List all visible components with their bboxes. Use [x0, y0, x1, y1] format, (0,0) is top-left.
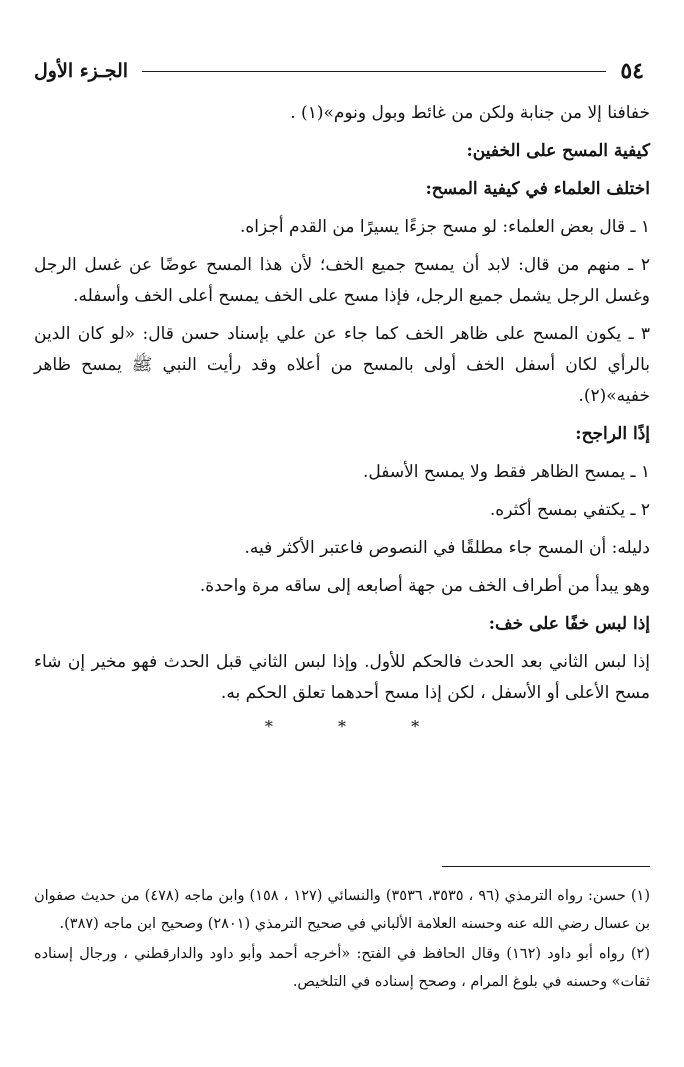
running-header — [34, 56, 644, 86]
evidence-paragraph: دليله: أن المسح جاء مطلقًا في النصوص فاعتبر الأكثر فيه. — [244, 538, 650, 558]
subheading-scholars-differ: اختلف العلماء في كيفية المسح: — [425, 179, 650, 199]
subheading-double-khuff: إذا لبس خفًا على خف: — [488, 614, 650, 634]
opinion-one: ١ ـ قال بعض العلماء: لو مسح جزءًا يسيرًا من القدم أجزاه. — [239, 217, 650, 237]
paragraph-continuation: خفافنا إلا من جنابة ولكن من غائط وبول ونوم»(١) . — [290, 103, 650, 123]
section-heading-wiping-method: كيفية المسح على الخفين: — [466, 141, 650, 161]
preferred-point-one: ١ ـ يمسح الظاهر فقط ولا يمسح الأسفل. — [362, 462, 650, 482]
footnote-1: (١) حسن: رواه الترمذي (٩٦ ، ٣٥٣٥، ٣٥٣٦) والنسائي (١٢٧ ، ١٥٨) وابن ماجه (٤٧٨) من حديث صفوان بن عسال رضي الله عنه وحسنه العلامة الألباني في صحيح الترمذي (٢٨٠١) وصحيح ابن ماجه (٣٨٧). — [34, 888, 650, 932]
method-paragraph: وهو يبدأ من أطراف الخف من جهة أصابعه إلى ساقه مرة واحدة. — [199, 576, 650, 596]
subheading-preferred: إذًا الراجح: — [575, 424, 650, 444]
opinion-two: ٢ ـ منهم من قال: لابد أن يمسح جميع الخف؛ لأن هذا المسح عوضًا عن غسل الرجل وغسل الرجل يشمل جميع الرجل، فإذا مسح على الخف يمسح أعلى الخف وأسفله. — [34, 255, 650, 306]
section-divider-stars: * * * — [264, 717, 450, 736]
header-rule — [142, 71, 606, 72]
footnote-2: (٢) رواه أبو داود (١٦٢) وقال الحافظ في الفتح: «أخرجه أحمد وأبو داود والدارقطني ، ورجال إسناده ثقات» وحسنه في بلوغ المرام ، وصحح إسناده في التلخيص. — [34, 946, 650, 990]
main-text — [34, 98, 650, 736]
double-khuff-ruling: إذا لبس الثاني بعد الحدث فالحكم للأول. وإذا لبس الثاني قبل الحدث فهو مخير إن شاء مسح الأعلى أو الأسفل ، لكن إذا مسح أحدهما تعلق الحكم به. — [34, 652, 650, 703]
footnote-rule — [442, 866, 650, 867]
page-number: ٥٤ — [620, 58, 644, 84]
footnotes — [34, 882, 650, 998]
preferred-point-two: ٢ ـ يكتفي بمسح أكثره. — [489, 500, 650, 520]
opinion-three: ٣ ـ يكون المسح على ظاهر الخف كما جاء عن علي بإسناد حسن قال: «لو كان الدين بالرأي لكان أسفل الخف أولى بالمسح من أعلاه وقد رأيت النبي ﷺ يمسح ظاهر خفيه»(٢). — [34, 324, 650, 406]
part-title: الجـزء الأول — [34, 60, 129, 82]
